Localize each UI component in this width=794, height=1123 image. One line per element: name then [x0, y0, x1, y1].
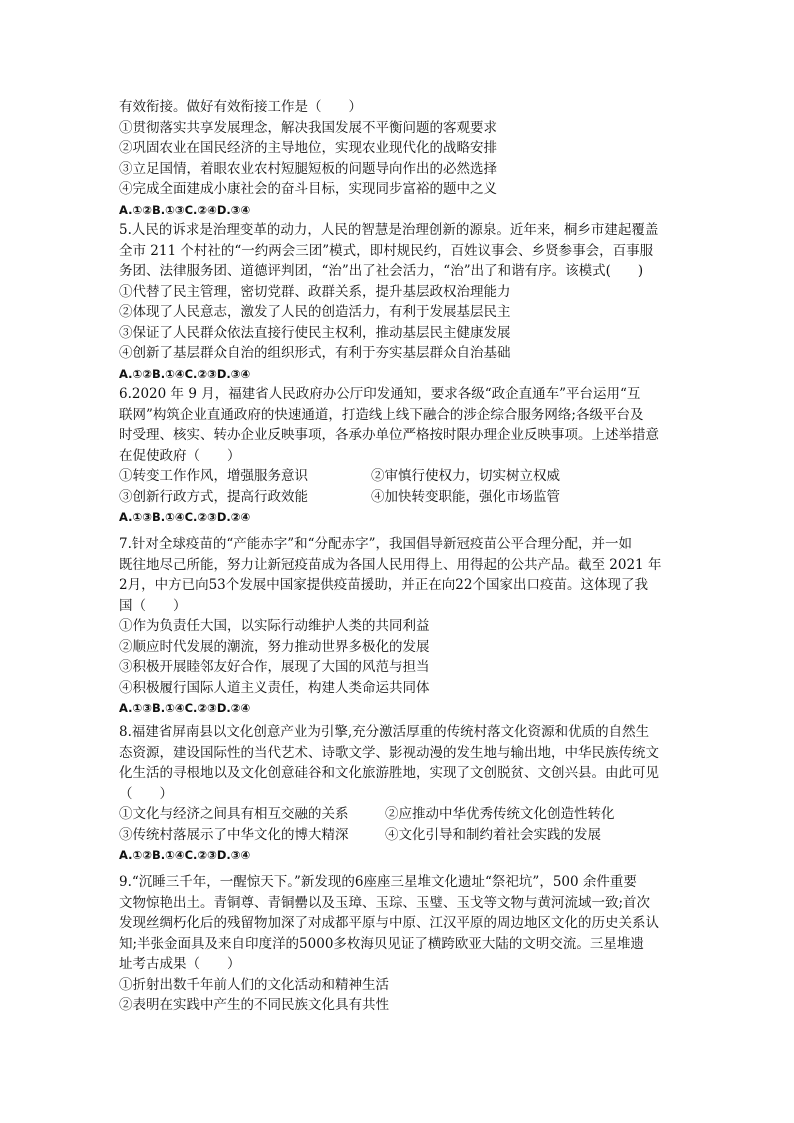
option: ②巩固农业在国民经济的主导地位，实现农业现代化的战略安排	[119, 140, 497, 156]
option-row	[119, 804, 687, 825]
option: ②应推动中华优秀传统文化创造性转化	[385, 806, 615, 822]
answer-choices: A.①②B.①④C.②③D.③④	[119, 366, 251, 381]
question-stem: 5.人民的诉求是治理变革的动力，人民的智慧是治理创新的源泉。近年来，桐乡市建起覆盖	[119, 222, 659, 238]
question-stem: 既往地尽己所能，努力让新冠疫苗成为各国人民用得上、用得起的公共产品。截至 2021 年	[119, 556, 662, 573]
option: ①转变工作作风，增强服务意识	[119, 468, 308, 484]
question-stem: 址考古成果（ ）	[119, 956, 241, 972]
option: ③传统村落展示了中华文化的博大精深	[119, 826, 349, 843]
question-stem: 发现丝绸朽化后的残留物加深了对成都平原与中原、江汉平原的周边地区文化的历史关系认	[119, 915, 659, 931]
question-stem: （ ）	[119, 785, 173, 802]
answer-choices: A.①②B.①④C.②③D.③④	[119, 848, 251, 862]
question-6	[119, 384, 687, 528]
question-stem: 在促使政府（ ）	[119, 447, 241, 464]
option-row	[119, 466, 687, 487]
question-stem: 全市 211 个村社的“一约两会三团”模式，即村规民约，百姓议事会、乡贤参事会，百事服	[119, 242, 654, 259]
option: ③立足国情，着眼农业农村短腿短板的问题导向作出的必然选择	[119, 160, 497, 177]
option: ①代替了民主管理，密切党群、政群关系，提升基层政权治理能力	[119, 283, 511, 300]
question-stem: 联网”构筑企业直通政府的快速通道，打造线上线下融合的涉企综合服务网络;各级平台及	[119, 406, 644, 423]
option: ③创新行政方式，提高行政效能	[119, 488, 308, 505]
question-stem: 文物惊艳出土。青铜尊、青铜罍以及玉璋、玉琮、玉璧、玉戈等文物与黄河流域一致;首次	[119, 894, 651, 911]
option-row	[119, 825, 687, 846]
question-stem: 务团、法律服务团、道德评判团，“治”出了社会活力，“治”出了和谐有序。该模式( )	[119, 263, 644, 279]
option: ③积极开展睦邻友好合作，展现了大国的风范与担当	[119, 659, 430, 675]
question-stem: 国（ ）	[119, 597, 187, 614]
question-stem: 有效衔接。做好有效衔接工作是（ ）	[119, 99, 362, 115]
question-stem: 态资源，建设国际性的当代艺术、诗歌文学、影视动漫的发生地与输出地，中华民族传统文	[119, 744, 659, 761]
option: ①文化与经济之间具有相互交融的关系	[119, 806, 349, 822]
option: ④积极履行国际人道主义责任，构建人类命运共同体	[119, 679, 430, 696]
question-stem: 化生活的寻根地以及文化创意硅谷和文化旅游胜地，实现了文创脱贫、文创兴县。由此可见	[119, 765, 659, 781]
option-row	[119, 487, 687, 508]
option: ④完成全面建成小康社会的奋斗目标，实现同步富裕的题中之义	[119, 181, 497, 197]
option: ④创新了基层群众自治的组织形式，有利于夯实基层群众自治基础	[119, 345, 511, 361]
option: ①折射出数千年前人们的文化活动和精神生活	[119, 976, 389, 993]
answer-choices: A.①②B.①③C.②④D.③④	[119, 202, 251, 217]
option: ①作为负责任大国，以实际行动维护人类的共同利益	[119, 618, 430, 634]
question-7	[119, 534, 687, 719]
option: ③保证了人民群众依法直接行使民主权利，推动基层民主健康发展	[119, 324, 511, 341]
option: ②表明在实践中产生的不同民族文化具有共性	[119, 997, 389, 1013]
question-stem: 知;半张金面具及来自印度洋的5000多枚海贝见证了横跨欧亚大陆的文明交流。三星堆遗	[119, 935, 644, 952]
option: ②顺应时代发展的潮流，努力推动世界多极化的发展	[119, 638, 430, 655]
question-stem: 8.福建省屏南县以文化创意产业为引擎,充分激活厚重的传统村落文化资源和优质的自然生	[119, 724, 650, 740]
option: ②审慎行使权力，切实树立权威	[371, 468, 560, 484]
question-stem: 9.“沉睡三千年，一醒惊天下。”新发现的6座座三星堆文化遗址“祭祀坑”，500 余件重要	[119, 874, 637, 890]
option: ②体现了人民意志，激发了人民的创造活力，有利于发展基层民主	[119, 304, 511, 320]
question-stem: 时受理、核实、转办企业反映事项，各承办单位严格按时限办理企业反映事项。上述举措意	[119, 427, 659, 443]
question-8	[119, 722, 687, 866]
option: ①贯彻落实共享发展理念，解决我国发展不平衡问题的客观要求	[119, 119, 497, 136]
question-5	[119, 220, 687, 384]
question-4	[119, 97, 687, 220]
answer-choices: A.①③B.①④C.②③D.②④	[119, 701, 251, 715]
question-stem: 7.针对全球疫苗的“产能赤字”和“分配赤字”，我国倡导新冠疫苗公平合理分配，并一如	[119, 536, 632, 552]
question-9	[119, 872, 687, 1016]
question-stem: 6.2020 年 9 月，福建省人民政府办公厅印发通知，要求各级“政企直通车”平台运用“互	[119, 386, 641, 402]
question-stem: 2月，中方已向53个发展中国家提供疫苗援助，并正在向22个国家出口疫苗。这体现了我	[119, 577, 648, 593]
option: ④加快转变职能，强化市场监管	[371, 488, 560, 505]
option: ④文化引导和制约着社会实践的发展	[385, 826, 601, 843]
answer-choices: A.①③B.①④C.②③D.②④	[119, 510, 251, 524]
